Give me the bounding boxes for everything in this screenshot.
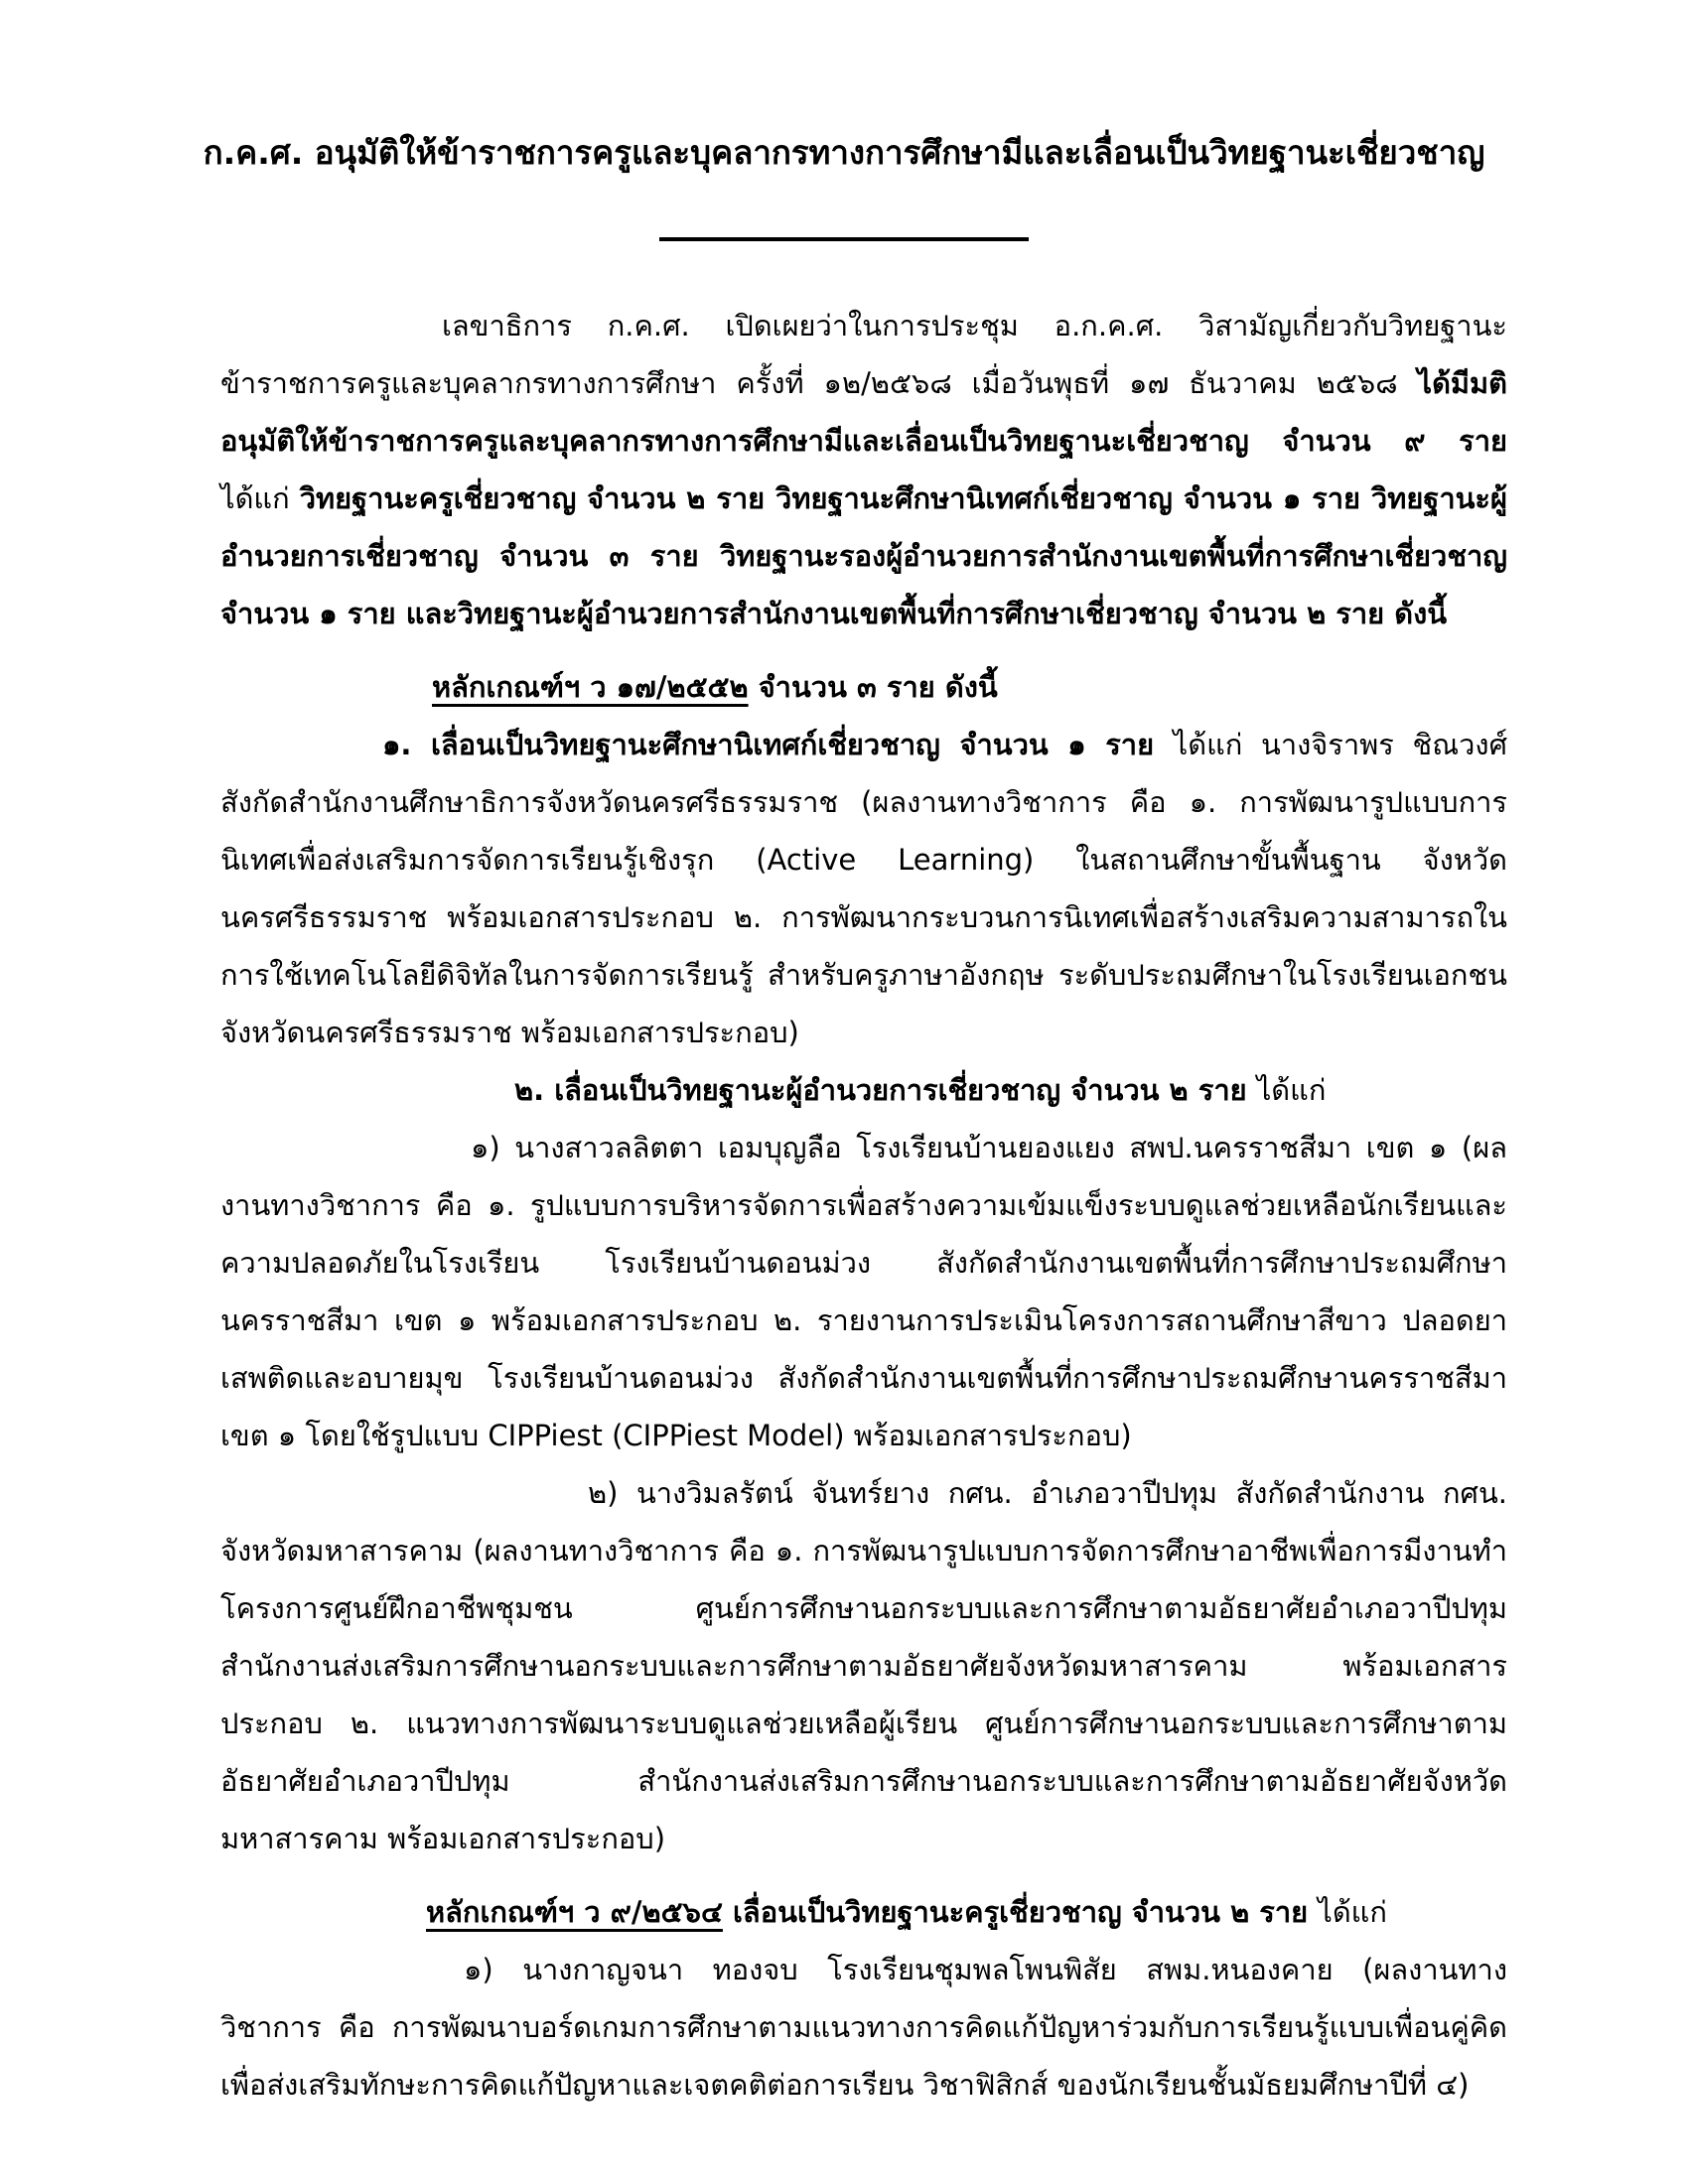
title-divider xyxy=(659,237,1029,241)
text-segment: ได้แก่ xyxy=(1256,1073,1327,1107)
paragraph-item-2-sub-1 xyxy=(220,1119,1507,1464)
text-segment: หลักเกณฑ์ฯ ว ๙/๒๕๖๔ xyxy=(426,1895,723,1929)
text-segment: จำนวน ๓ ราย ดังนี้ xyxy=(748,670,998,704)
text-segment: หลักเกณฑ์ฯ ว ๑๗/๒๕๕๒ xyxy=(432,670,749,704)
text-segment: ๑) นางสาวลลิตตา เอมบุญลือ โรงเรียนบ้านยองแยง สพป.นครราชสีมา เขต ๑ (ผลงานทางวิชาการ คือ ๑. รูปแบบการบริหารจัดการเพื่อสร้างความเข้มแข็งระบบดูแลช่วยเหลือนักเรียนและความปลอดภัยในโรงเรียน โรงเรียนบ้านดอนม่วง สังกัดสำนักงานเขตพื้นที่การศึกษาประถมศึกษานครราชสีมา เขต ๑ พร้อมเอกสารประกอบ ๒. รายงานการประเมินโครงการสถานศึกษาสีขาว ปลอดยาเสพติดและอบายมุข โรงเรียนบ้านดอนม่วง สังกัดสำนักงานเขตพื้นที่การศึกษาประถมศึกษานครราชสีมา เขต ๑ โดยใช้รูปแบบ CIPPiest (CIPPiest Model) พร้อมเอกสารประกอบ) xyxy=(220,1131,1507,1452)
paragraph-item-2-sub-2 xyxy=(220,1464,1507,1867)
criteria-heading-2 xyxy=(220,1883,1507,1941)
text-segment: ได้มีมติอนุมัติให้ข้าราชการครูและบุคลากรทางการศึกษามีและเลื่อนเป็นวิทยฐานะเชี่ยวชาญ จำนวน ๙ ราย xyxy=(220,366,1507,458)
text-segment: ๑) นางกาญจนา ทองจบ โรงเรียนชุมพลโพนพิสัย สพม.หนองคาย (ผลงานทางวิชาการ คือ การพัฒนาบอร์ดเกมการศึกษาตามแนวทางการคิดแก้ปัญหาร่วมกับการเรียนรู้แบบเพื่อนคู่คิด เพื่อส่งเสริมทักษะการคิดแก้ปัญหาและเจตคติต่อการเรียน วิชาฟิสิกส์ ของนักเรียนชั้นมัธยมศึกษาปีที่ ๔) xyxy=(220,1953,1507,2102)
text-segment: ๑. เลื่อนเป็นวิทยฐานะศึกษานิเทศก์เชี่ยวชาญ จำนวน ๑ ราย xyxy=(382,728,1174,761)
paragraph-intro xyxy=(220,297,1507,642)
text-segment: ได้แก่ xyxy=(220,481,300,515)
criteria-heading-1 xyxy=(220,658,1507,716)
paragraph-item-3 xyxy=(220,1941,1507,2114)
text-segment: วิทยฐานะครูเชี่ยวชาญ จำนวน ๒ ราย วิทยฐานะศึกษานิเทศก์เชี่ยวชาญ จำนวน ๑ ราย วิทยฐานะผู้อำนวยการเชี่ยวชาญ จำนวน ๓ ราย วิทยฐานะรองผู้อำนวยการสำนักงานเขตพื้นที่การศึกษาเชี่ยวชาญ จำนวน ๑ ราย และวิทยฐานะผู้อำนวยการสำนักงานเขตพื้นที่การศึกษาเชี่ยวชาญ จำนวน ๒ ราย ดังนี้ xyxy=(220,481,1507,630)
text-segment: ๒) นางวิมลรัตน์ จันทร์ยาง กศน. อำเภอวาปีปทุม สังกัดสำนักงาน กศน. จังหวัดมหาสารคาม (ผลงานทางวิชาการ คือ ๑. การพัฒนารูปแบบการจัดการศึกษาอาชีพเพื่อการมีงานทำ โครงการศูนย์ฝึกอาชีพชุมชน ศูนย์การศึกษานอกระบบและการศึกษาตามอัธยาศัยอำเภอวาปีปทุม สำนักงานส่งเสริมการศึกษานอกระบบและการศึกษาตามอัธยาศัยจังหวัดมหาสารคาม พร้อมเอกสารประกอบ ๒. แนวทางการพัฒนาระบบดูแลช่วยเหลือผู้เรียน ศูนย์การศึกษานอกระบบและการศึกษาตามอัธยาศัยอำเภอวาปีปทุม สำนักงานส่งเสริมการศึกษานอกระบบและการศึกษาตามอัธยาศัยจังหวัดมหาสารคาม พร้อมเอกสารประกอบ) xyxy=(220,1476,1507,1855)
document-body xyxy=(220,297,1507,2114)
paragraph-item-2-heading xyxy=(220,1061,1507,1119)
text-segment: ได้แก่ นางจิราพร ชิณวงศ์ สังกัดสำนักงานศึกษาธิการจังหวัดนครศรีธรรมราช (ผลงานทางวิชาการ คือ ๑. การพัฒนารูปแบบการนิเทศเพื่อส่งเสริมการจัดการเรียนรู้เชิงรุก (Active Learning) ในสถานศึกษาขั้นพื้นฐาน จังหวัดนครศรีธรรมราช พร้อมเอกสารประกอบ ๒. การพัฒนากระบวนการนิเทศเพื่อสร้างเสริมความสามารถในการใช้เทคโนโลยีดิจิทัลในการจัดการเรียนรู้ สำหรับครูภาษาอังกฤษ ระดับประถมศึกษาในโรงเรียนเอกชน จังหวัดนครศรีธรรมราช พร้อมเอกสารประกอบ) xyxy=(220,728,1507,1049)
paragraph-item-1 xyxy=(220,716,1507,1061)
text-segment: เลขาธิการ ก.ค.ศ. เปิดเผยว่าในการประชุม อ.ก.ค.ศ. วิสามัญเกี่ยวกับวิทยฐานะข้าราชการครูและบุคลากรทางการศึกษา ครั้งที่ ๑๒/๒๕๖๘ เมื่อวันพุธที่ ๑๗ ธันวาคม ๒๕๖๘ xyxy=(220,309,1507,400)
text-segment: ๒. เลื่อนเป็นวิทยฐานะผู้อำนวยการเชี่ยวชาญ จำนวน ๒ ราย xyxy=(514,1073,1257,1107)
text-segment: ได้แก่ xyxy=(1318,1895,1387,1929)
text-segment: เลื่อนเป็นวิทยฐานะครูเชี่ยวชาญ จำนวน ๒ ราย xyxy=(722,1895,1319,1929)
document-title: ก.ค.ศ. อนุมัติให้ข้าราชการครูและบุคลากรทางการศึกษามีและเลื่อนเป็นวิทยฐานะเชี่ยวชาญ xyxy=(203,133,1485,172)
